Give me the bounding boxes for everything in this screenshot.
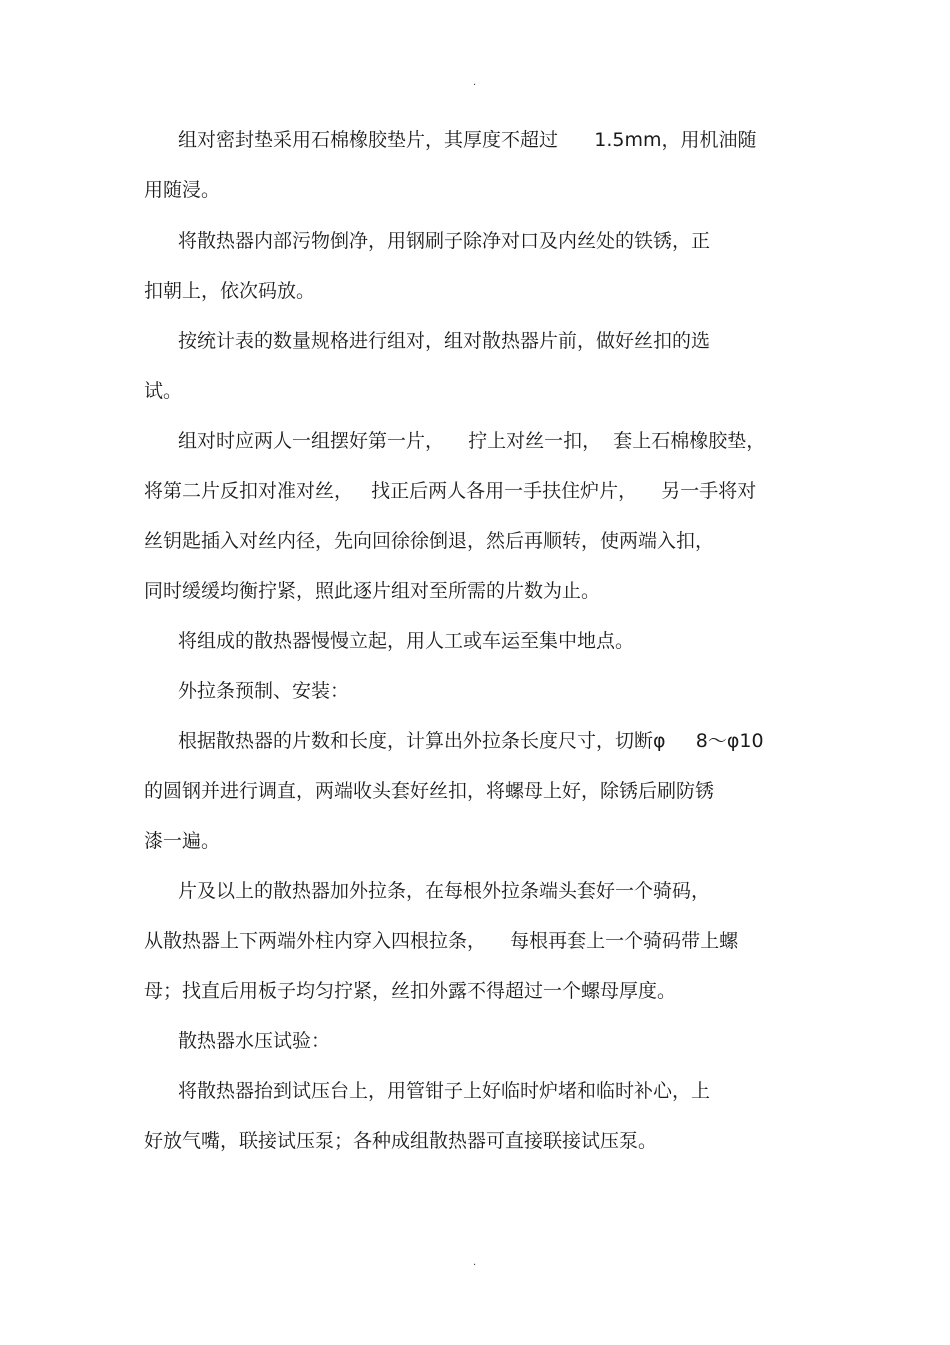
paragraph-line: 根据散热器的片数和长度，计算出外拉条长度尺寸，切断φ 8～φ10 (178, 730, 764, 752)
paragraph-line: 同时缓缓均衡拧紧，照此逐片组对至所需的片数为止。 (144, 580, 601, 602)
paragraph-line: 组对时应两人一组摆好第一片， 拧上对丝一扣， 套上石棉橡胶垫， (178, 430, 766, 452)
paragraph-line: 组对密封垫采用石棉橡胶垫片，其厚度不超过 1.5mm，用机油随 (178, 129, 757, 151)
page-bottom-mark: . (473, 1257, 477, 1268)
paragraph-line: 将组成的散热器慢慢立起，用人工或车运至集中地点。 (178, 630, 635, 652)
paragraph-line: 从散热器上下两端外柱内穿入四根拉条， 每根再套上一个骑码带上螺 (144, 930, 739, 952)
section-heading: 散热器水压试验： (178, 1030, 331, 1052)
paragraph-line: 将散热器内部污物倒净，用钢刷子除净对口及内丝处的铁锈，正 (178, 230, 711, 252)
section-heading: 外拉条预制、安装： (178, 680, 350, 702)
page-top-mark: . (473, 77, 477, 88)
paragraph-line: 漆一遍。 (144, 830, 221, 852)
paragraph-line: 试。 (144, 380, 183, 402)
paragraph-line: 扣朝上，依次码放。 (144, 280, 316, 302)
paragraph-line: 好放气嘴，联接试压泵；各种成组散热器可直接联接试压泵。 (144, 1130, 658, 1152)
paragraph-line: 片及以上的散热器加外拉条，在每根外拉条端头套好一个骑码， (178, 880, 711, 902)
paragraph-line: 用随浸。 (144, 179, 221, 201)
paragraph-line: 母；找直后用板子均匀拧紧，丝扣外露不得超过一个螺母厚度。 (144, 980, 677, 1002)
paragraph-line: 将第二片反扣对准对丝， 找正后两人各用一手扶住炉片， 另一手将对 (144, 480, 757, 502)
paragraph-line: 按统计表的数量规格进行组对，组对散热器片前，做好丝扣的选 (178, 330, 711, 352)
paragraph-line: 将散热器抬到试压台上，用管钳子上好临时炉堵和临时补心，上 (178, 1080, 711, 1102)
paragraph-line: 丝钥匙插入对丝内径，先向回徐徐倒退，然后再顺转，使两端入扣， (144, 530, 715, 552)
paragraph-line: 的圆钢并进行调直，两端收头套好丝扣，将螺母上好，除锈后刷防锈 (144, 780, 715, 802)
